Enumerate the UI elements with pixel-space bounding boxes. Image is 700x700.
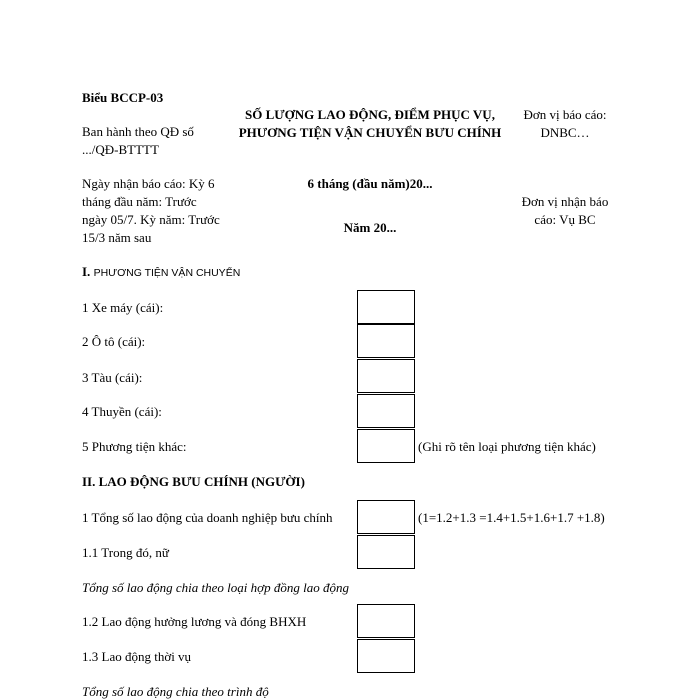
labor-salaried-label: 1.2 Lao động hưởng lương và đóng BHXH [82,614,307,629]
receiving-unit-line2: cáo: Vụ BC [534,212,596,227]
reporting-unit-line2: DNBC… [540,125,590,140]
report-title-line2: PHƯƠNG TIỆN VẬN CHUYỂN BƯU CHÍNH [238,125,502,140]
form-code: Biểu BCCP-03 [82,90,164,105]
labor-total-label: 1 Tổng số lao động của doanh nghiệp bưu chính [82,510,333,525]
reporting-unit-line1: Đơn vị báo cáo: [523,107,607,122]
vehicle-item-car-input[interactable] [357,324,415,358]
education-heading: Tổng số lao động chia theo trình độ [82,684,269,699]
contract-type-heading: Tổng số lao động chia theo loại hợp đồng lao động [82,580,349,595]
section2-title: II. LAO ĐỘNG BƯU CHÍNH (NGƯỜI) [82,474,305,489]
labor-female-input[interactable] [357,535,415,569]
period-six-months: 6 tháng (đầu năm)20... [307,176,433,191]
section1-roman: I. [82,264,91,279]
section1-heading [82,264,240,280]
vehicle-item-motorbike-input[interactable] [357,290,415,324]
labor-female-label: 1.1 Trong đó, nữ [82,545,169,560]
vehicle-other-note: (Ghi rõ tên loại phương tiện khác) [418,439,596,454]
issued-by-line1: Ban hành theo QĐ số [82,124,194,139]
labor-total-input[interactable] [357,500,415,534]
period-year: Năm 20... [343,220,397,235]
vehicle-item-other-label: 5 Phương tiện khác: [82,439,187,454]
vehicle-item-boat-label: 4 Thuyền (cái): [82,404,162,419]
vehicle-item-other-input[interactable] [357,429,415,463]
labor-seasonal-label: 1.3 Lao động thời vụ [82,649,192,664]
vehicle-item-motorbike-label: 1 Xe máy (cái): [82,300,164,315]
vehicle-item-car-label: 2 Ô tô (cái): [82,334,146,349]
issued-by-line2: .../QĐ-BTTTT [82,142,159,157]
labor-total-formula: (1=1.2+1.3 =1.4+1.5+1.6+1.7 +1.8) [418,510,605,525]
vehicle-item-ship-input[interactable] [357,359,415,393]
vehicle-item-boat-input[interactable] [357,394,415,428]
receiving-unit-line1: Đơn vị nhận báo [521,194,609,209]
receive-date-line1: Ngày nhận báo cáo: Kỳ 6 [82,176,215,191]
labor-salaried-input[interactable] [357,604,415,638]
report-title-line1: SỐ LƯỢNG LAO ĐỘNG, ĐIỂM PHỤC VỤ, [245,107,495,122]
receive-date-line3: ngày 05/7. Kỳ năm: Trước [82,212,220,227]
receive-date-line2: tháng đầu năm: Trước [82,194,197,209]
labor-seasonal-input[interactable] [357,639,415,673]
receive-date-line4: 15/3 năm sau [82,230,152,245]
vehicle-item-ship-label: 3 Tàu (cái): [82,370,143,385]
section1-title: PHƯƠNG TIỆN VẬN CHUYỂN [93,267,241,279]
